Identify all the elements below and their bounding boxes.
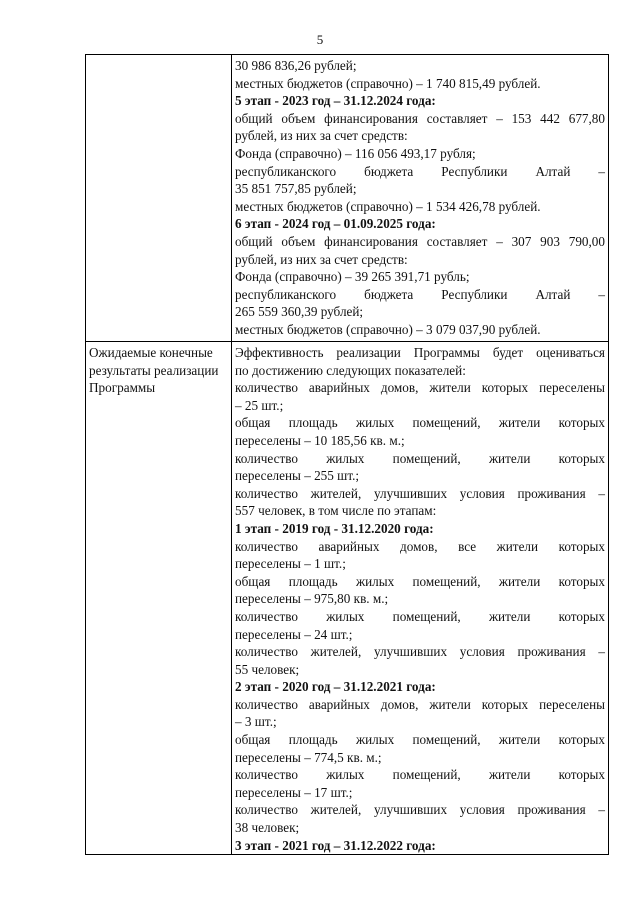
text-line: переселены – 975,80 кв. м.;	[235, 591, 389, 607]
text-line: местных бюджетов (справочно) – 3 079 037,90 рублей.	[235, 321, 541, 337]
text-line: общий объем финансирования составляет – 153 442 677,80	[235, 110, 605, 126]
text-line: количество жилых помещений, жители которых	[235, 608, 605, 624]
text-line: количество жителей, улучшивших условия проживания –	[235, 802, 605, 818]
expected-results-text-cell	[232, 342, 609, 855]
results-lines	[235, 344, 605, 854]
text-line: местных бюджетов (справочно) – 1 534 426,78 рублей.	[235, 198, 541, 214]
stage-heading: 6 этап - 2024 год – 01.09.2025 года:	[235, 216, 436, 232]
text-line: рублей, из них за счет средств:	[235, 251, 408, 267]
table-row-expected-results	[86, 342, 609, 855]
stage-heading: 5 этап - 2023 год – 31.12.2024 года:	[235, 93, 436, 109]
text-line: Эффективность реализации Программы будет оцениваться	[235, 345, 605, 360]
text-line: 265 559 360,39 рублей;	[235, 304, 364, 320]
text-line: общая площадь жилых помещений, жители которых	[235, 732, 605, 748]
expected-results-label-text: Ожидаемые конечные результаты реализации Программы	[89, 345, 219, 396]
financing-text-cell	[232, 55, 609, 342]
text-line: Фонда (справочно) – 39 265 391,71 рубль;	[235, 269, 470, 285]
text-line: переселены – 17 шт.;	[235, 784, 353, 800]
stage-heading: 2 этап - 2020 год – 31.12.2021 года:	[235, 679, 436, 695]
text-line: количество аварийных домов, жители которых переселены	[235, 380, 605, 396]
text-line: 557 человек, в том числе по этапам:	[235, 503, 437, 519]
text-line: количество жителей, улучшивших условия проживания –	[235, 485, 605, 501]
text-line: рублей, из них за счет средств:	[235, 128, 408, 144]
text-line: – 3 шт.;	[235, 714, 277, 730]
text-line: 38 человек;	[235, 820, 300, 836]
text-line: количество жилых помещений, жители которых	[235, 767, 605, 783]
text-line: переселены – 1 шт.;	[235, 556, 346, 572]
text-line: Фонда (справочно) – 116 056 493,17 рубля;	[235, 145, 476, 161]
financing-lines	[235, 57, 605, 339]
text-line: количество жилых помещений, жители которых	[235, 450, 605, 466]
stage-heading: 3 этап - 2021 год – 31.12.2022 года:	[235, 837, 436, 853]
text-line: по достижению следующих показателей:	[235, 362, 466, 378]
text-line: республиканского бюджета Республики Алтай –	[235, 286, 605, 302]
text-line: 30 986 836,26 рублей;	[235, 58, 357, 73]
text-line: общая площадь жилых помещений, жители которых	[235, 415, 605, 431]
text-line: количество жителей, улучшивших условия проживания –	[235, 644, 605, 660]
text-line: переселены – 774,5 кв. м.;	[235, 749, 382, 765]
text-line: 35 851 757,85 рублей;	[235, 181, 357, 197]
expected-results-label	[86, 342, 232, 855]
table-row-financing	[86, 55, 609, 342]
text-line: переселены – 24 шт.;	[235, 626, 353, 642]
text-line: – 25 шт.;	[235, 397, 284, 413]
text-line: общий объем финансирования составляет – 307 903 790,00	[235, 233, 605, 249]
text-line: местных бюджетов (справочно) – 1 740 815,49 рублей.	[235, 75, 541, 91]
stage-heading: 1 этап - 2019 год - 31.12.2020 года:	[235, 520, 434, 536]
text-line: переселены – 255 шт.;	[235, 468, 360, 484]
financing-label-cell	[86, 55, 232, 342]
text-line: 55 человек;	[235, 661, 300, 677]
text-line: количество аварийных домов, жители которых переселены	[235, 696, 605, 712]
text-line: количество аварийных домов, все жители которых	[235, 538, 605, 554]
text-line: республиканского бюджета Республики Алтай –	[235, 163, 605, 179]
page-number: 5	[316, 32, 324, 47]
text-line: переселены – 10 185,56 кв. м.;	[235, 432, 405, 448]
text-line: общая площадь жилых помещений, жители которых	[235, 573, 605, 589]
program-passport-table	[85, 54, 609, 855]
